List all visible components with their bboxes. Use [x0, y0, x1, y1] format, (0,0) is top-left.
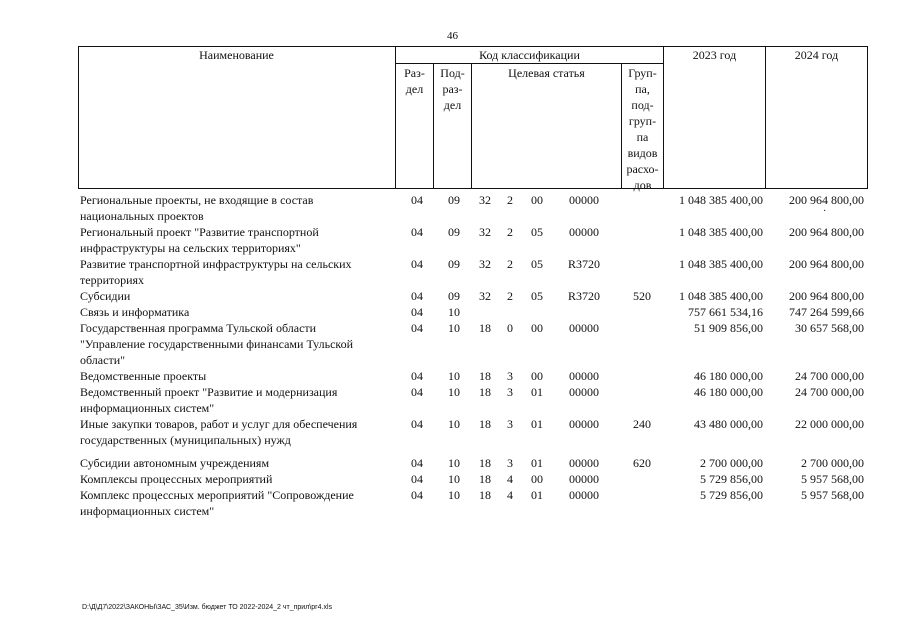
row-target-4: 00000 [569, 321, 599, 335]
header-group [622, 65, 663, 193]
row-section: 04 [411, 456, 423, 470]
row-value-2024: 24 700 000,00 [795, 385, 864, 399]
header-name: Наименование [199, 48, 274, 62]
row-target-1: 18 [479, 488, 491, 502]
header-subsection [434, 65, 471, 113]
row-subsection: 09 [448, 225, 460, 239]
row-subsection: 09 [448, 289, 460, 303]
row-target-3: 05 [531, 225, 543, 239]
row-value-2023: 1 048 385 400,00 [679, 257, 763, 271]
row-subsection: 10 [448, 488, 460, 502]
row-group: 520 [633, 289, 651, 303]
row-name: Ведомственные проекты [80, 369, 207, 383]
row-value-2024: 5 957 568,00 [801, 488, 864, 502]
row-subsection: 09 [448, 257, 460, 271]
row-section: 04 [411, 369, 423, 383]
row-target-4: 00000 [569, 417, 599, 431]
header-left-border [78, 46, 79, 189]
row-target-3: 01 [531, 385, 543, 399]
table-row [78, 416, 868, 447]
table-row [78, 192, 868, 223]
row-value-2023: 46 180 000,00 [694, 369, 763, 383]
row-target-4: 00000 [569, 193, 599, 207]
header-classification: Код классификации [479, 48, 580, 62]
row-target-2: 2 [507, 225, 513, 239]
header-divider [471, 63, 472, 189]
row-target-4: R3720 [567, 289, 600, 303]
row-target-1: 32 [479, 289, 491, 303]
header-section [396, 65, 433, 97]
row-value-2024: 30 657 568,00 [795, 321, 864, 335]
row-value-2023: 5 729 856,00 [700, 472, 763, 486]
table-row [78, 471, 868, 487]
row-section: 04 [411, 385, 423, 399]
header-section-line: Раз- [404, 66, 425, 80]
row-name: Региональные проекты, не входящие в состав национальных проектов [80, 193, 314, 223]
row-target-3: 01 [531, 456, 543, 470]
row-group: 240 [633, 417, 651, 431]
row-name: Региональный проект "Развитие транспортной инфраструктуры на сельских территориях" [80, 225, 319, 255]
row-target-2: 4 [507, 472, 513, 486]
row-target-3: 00 [531, 472, 543, 486]
row-value-2024: 200 964 800,00 [789, 193, 864, 207]
row-name: Иные закупки товаров, работ и услуг для обеспечения государственных (муниципальных) нужд [80, 417, 358, 447]
header-subsection-line: Под- [440, 66, 465, 80]
row-name: Субсидии [80, 289, 131, 303]
page-number: 46 [447, 30, 458, 42]
row-section: 04 [411, 193, 423, 207]
row-target-2: 4 [507, 488, 513, 502]
row-target-2: 2 [507, 257, 513, 271]
row-subsection: 10 [448, 456, 460, 470]
row-target-4: 00000 [569, 369, 599, 383]
row-target-3: 05 [531, 257, 543, 271]
row-section: 04 [411, 305, 423, 319]
header-divider [765, 46, 766, 189]
row-value-2023: 46 180 000,00 [694, 385, 763, 399]
header-bottom-border [78, 188, 868, 189]
row-target-4: 00000 [569, 385, 599, 399]
header-subsection-line: дел [443, 98, 462, 112]
header-group-line: под- [631, 98, 654, 112]
row-target-1: 18 [479, 321, 491, 335]
header-subsection-line: раз- [442, 82, 463, 96]
row-value-2023: 2 700 000,00 [700, 456, 763, 470]
header-right-border [867, 46, 868, 189]
row-target-2: 3 [507, 369, 513, 383]
header-group-line: дов [633, 178, 652, 192]
table-row [78, 224, 868, 255]
row-section: 04 [411, 417, 423, 431]
row-name: Ведомственный проект "Развитие и модернизация информационных систем" [80, 385, 338, 415]
stray-mark: · [823, 206, 827, 217]
row-value-2024: 200 964 800,00 [789, 225, 864, 239]
header-divider [663, 46, 664, 189]
row-target-1: 18 [479, 385, 491, 399]
table-row [78, 487, 868, 518]
classification-divider [395, 63, 663, 64]
row-section: 04 [411, 472, 423, 486]
row-target-2: 3 [507, 385, 513, 399]
row-section: 04 [411, 289, 423, 303]
row-subsection: 10 [448, 472, 460, 486]
row-value-2023: 757 661 534,16 [688, 305, 763, 319]
row-value-2024: 22 000 000,00 [795, 417, 864, 431]
header-year-2024: 2024 год [794, 48, 839, 62]
header-group-line: па [636, 130, 649, 144]
row-target-1: 18 [479, 417, 491, 431]
row-name: Комплексы процессных мероприятий [80, 472, 273, 486]
row-name: Субсидии автономным учреждениям [80, 456, 270, 470]
row-target-1: 32 [479, 225, 491, 239]
row-value-2024: 24 700 000,00 [795, 369, 864, 383]
table-row [78, 368, 868, 384]
table-row [78, 455, 868, 471]
header-group-line: па, [635, 82, 650, 96]
row-target-2: 3 [507, 456, 513, 470]
row-value-2023: 5 729 856,00 [700, 488, 763, 502]
row-section: 04 [411, 321, 423, 335]
row-value-2023: 51 909 856,00 [694, 321, 763, 335]
row-section: 04 [411, 257, 423, 271]
row-target-4: R3720 [567, 257, 600, 271]
row-subsection: 10 [448, 417, 460, 431]
row-section: 04 [411, 488, 423, 502]
header-target-article: Целевая статья [508, 66, 585, 80]
row-target-3: 00 [531, 369, 543, 383]
row-target-1: 32 [479, 193, 491, 207]
row-value-2024: 2 700 000,00 [801, 456, 864, 470]
row-target-1: 32 [479, 257, 491, 271]
row-value-2023: 1 048 385 400,00 [679, 193, 763, 207]
row-value-2024: 5 957 568,00 [801, 472, 864, 486]
row-value-2024: 200 964 800,00 [789, 257, 864, 271]
row-target-1: 18 [479, 472, 491, 486]
row-target-3: 01 [531, 417, 543, 431]
row-name: Развитие транспортной инфраструктуры на сельских территориях [80, 257, 352, 287]
row-subsection: 10 [448, 321, 460, 335]
row-target-2: 2 [507, 289, 513, 303]
row-section: 04 [411, 225, 423, 239]
row-target-1: 18 [479, 369, 491, 383]
row-name: Комплекс процессных мероприятий "Сопровождение информационных систем" [80, 488, 354, 518]
row-target-3: 05 [531, 289, 543, 303]
row-value-2024: 747 264 599,66 [789, 305, 864, 319]
row-value-2023: 1 048 385 400,00 [679, 225, 763, 239]
row-value-2023: 43 480 000,00 [694, 417, 763, 431]
header-section-line: дел [405, 82, 424, 96]
table-row [78, 288, 868, 304]
row-target-3: 00 [531, 193, 543, 207]
row-target-3: 01 [531, 488, 543, 502]
row-value-2023: 1 048 385 400,00 [679, 289, 763, 303]
row-target-3: 00 [531, 321, 543, 335]
row-subsection: 10 [448, 369, 460, 383]
row-target-2: 3 [507, 417, 513, 431]
table-row [78, 256, 868, 287]
row-target-2: 0 [507, 321, 513, 335]
row-group: 620 [633, 456, 651, 470]
header-group-line: расхо- [626, 162, 659, 176]
header-group-line: Груп- [628, 66, 657, 80]
row-target-4: 00000 [569, 225, 599, 239]
row-target-4: 00000 [569, 488, 599, 502]
table-row [78, 384, 868, 415]
row-target-4: 00000 [569, 456, 599, 470]
table-row [78, 320, 868, 367]
row-subsection: 10 [448, 305, 460, 319]
header-year-2023: 2023 год [692, 48, 737, 62]
header-group-line: груп- [628, 114, 657, 128]
footer-file-path: D:\Д\Д7\2022\ЗАКОНЫ\ЗАС_35\Изм. бюджет ТО 2022-2024_2 чт_прил\рг4.xls [82, 604, 333, 611]
row-target-1: 18 [479, 456, 491, 470]
row-name: Государственная программа Тульской области "Управление государственными финансами Тульской области" [80, 321, 354, 367]
row-target-2: 2 [507, 193, 513, 207]
table-row [78, 304, 868, 320]
row-subsection: 09 [448, 193, 460, 207]
row-subsection: 10 [448, 385, 460, 399]
row-target-4: 00000 [569, 472, 599, 486]
row-name: Связь и информатика [80, 305, 190, 319]
row-value-2024: 200 964 800,00 [789, 289, 864, 303]
header-group-line: видов [627, 146, 658, 160]
